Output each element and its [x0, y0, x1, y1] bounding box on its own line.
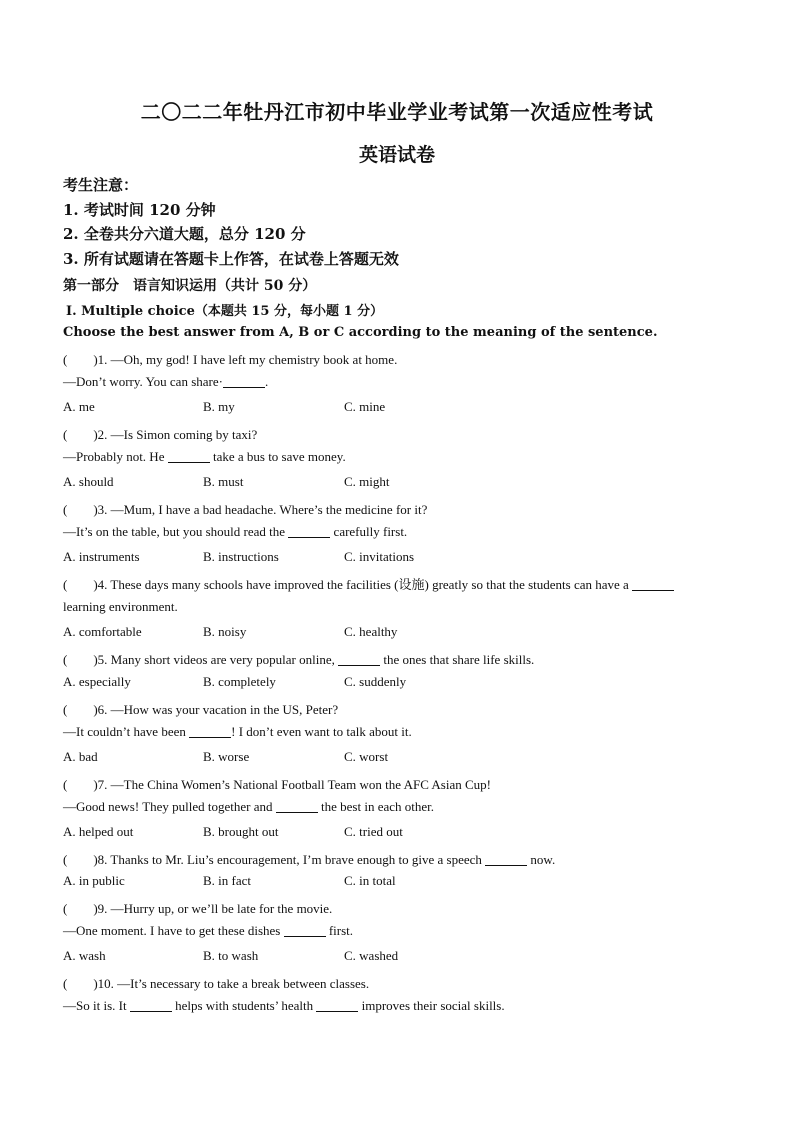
exam-subtitle: 英语试卷	[358, 144, 435, 166]
question-5-option-a: A. especially	[63, 674, 131, 689]
question-5-option-b: B. completely	[203, 674, 276, 689]
answer-blank	[284, 923, 326, 937]
question-5-stem: ( )5. Many short videos are very popular online, the ones that share life skills.	[63, 652, 535, 667]
notice-item-1: 1. 考试时间 120 分钟	[63, 201, 216, 219]
question-1-option-c: C. mine	[344, 399, 386, 414]
answer-blank	[338, 652, 380, 666]
question-2-option-a: A. should	[63, 474, 114, 489]
question-6-option-c: C. worst	[344, 749, 389, 764]
section-instruction: Choose the best answer from A, B or C according to the meaning of the sentence.	[63, 325, 658, 340]
question-3-option-a: A. instruments	[63, 549, 140, 564]
question-1-stem: ( )1. —Oh, my god! I have left my chemistry book at home.	[63, 352, 398, 367]
question-1-line2: —Don’t worry. You can share· .	[63, 374, 269, 389]
question-3-stem: ( )3. —Mum, I have a bad headache. Where’s the medicine for it?	[63, 502, 428, 517]
question-10-stem: ( )10. —It’s necessary to take a break between classes.	[63, 976, 370, 991]
question-5-option-c: C. suddenly	[344, 674, 407, 689]
question-8-option-c: C. in total	[344, 873, 396, 888]
question-2-stem: ( )2. —Is Simon coming by taxi?	[63, 427, 258, 442]
answer-blank	[316, 998, 358, 1012]
question-1-option-a: A. me	[63, 399, 95, 414]
question-3-option-c: C. invitations	[344, 549, 415, 564]
answer-blank	[632, 577, 674, 591]
answer-blank	[485, 852, 527, 866]
question-9-option-b: B. to wash	[203, 948, 259, 963]
question-8-option-b: B. in fact	[203, 873, 252, 888]
question-9-option-a: A. wash	[63, 948, 106, 963]
question-6-option-b: B. worse	[203, 749, 250, 764]
answer-blank	[276, 799, 318, 813]
question-2-option-b: B. must	[203, 474, 244, 489]
question-3-line2: —It’s on the table, but you should read the carefully first.	[63, 524, 408, 539]
part-heading: 第一部分 语言知识运用（共计 50 分）	[63, 278, 317, 294]
notice-item-2: 2. 全卷共分六道大题，总分 120 分	[63, 225, 306, 243]
notice-heading: 考生注意：	[63, 176, 139, 194]
question-2-line2: —Probably not. He take a bus to save money.	[63, 449, 346, 464]
question-1-option-b: B. my	[203, 399, 235, 414]
question-4-stem: ( )4. These days many schools have improved the facilities (设施) greatly so that the students can have a	[63, 574, 674, 593]
exam-title: 二〇二二年牡丹江市初中毕业学业考试第一次适应性考试	[140, 100, 654, 124]
answer-blank	[130, 998, 172, 1012]
answer-blank	[168, 449, 210, 463]
answer-blank	[189, 724, 231, 738]
question-6-option-a: A. bad	[63, 749, 98, 764]
answer-blank	[288, 524, 330, 538]
question-3-option-b: B. instructions	[203, 549, 279, 564]
section-heading: Ⅰ. Multiple choice（本题共 15 分，每小题 1 分）	[66, 304, 384, 319]
question-9-option-c: C. washed	[344, 948, 399, 963]
question-4-option-c: C. healthy	[344, 624, 398, 639]
question-7-stem: ( )7. —The China Women’s National Football Team won the AFC Asian Cup!	[63, 777, 491, 792]
question-4-option-b: B. noisy	[203, 624, 247, 639]
question-4-line2: learning environment.	[63, 599, 178, 614]
answer-blank	[223, 374, 265, 388]
question-7-option-a: A. helped out	[63, 824, 134, 839]
notice-item-3: 3. 所有试题请在答题卡上作答，在试卷上答题无效	[63, 250, 399, 268]
question-7-line2: —Good news! They pulled together and the best in each other.	[63, 799, 435, 814]
question-9-line2: —One moment. I have to get these dishes first.	[63, 923, 354, 938]
question-4-option-a: A. comfortable	[63, 624, 142, 639]
question-6-line2: —It couldn’t have been ! I don’t even want to talk about it.	[63, 724, 412, 739]
question-6-stem: ( )6. —How was your vacation in the US, Peter?	[63, 702, 339, 717]
question-7-option-b: B. brought out	[203, 824, 279, 839]
question-7-option-c: C. tried out	[344, 824, 403, 839]
question-2-option-c: C. might	[344, 474, 390, 489]
question-9-stem: ( )9. —Hurry up, or we’ll be late for the movie.	[63, 901, 333, 916]
question-8-stem: ( )8. Thanks to Mr. Liu’s encouragement, I’m brave enough to give a speech now.	[63, 852, 556, 867]
question-8-option-a: A. in public	[63, 873, 125, 888]
question-10-line2: —So it is. It helps with students’ health improves their social skills.	[63, 998, 505, 1013]
